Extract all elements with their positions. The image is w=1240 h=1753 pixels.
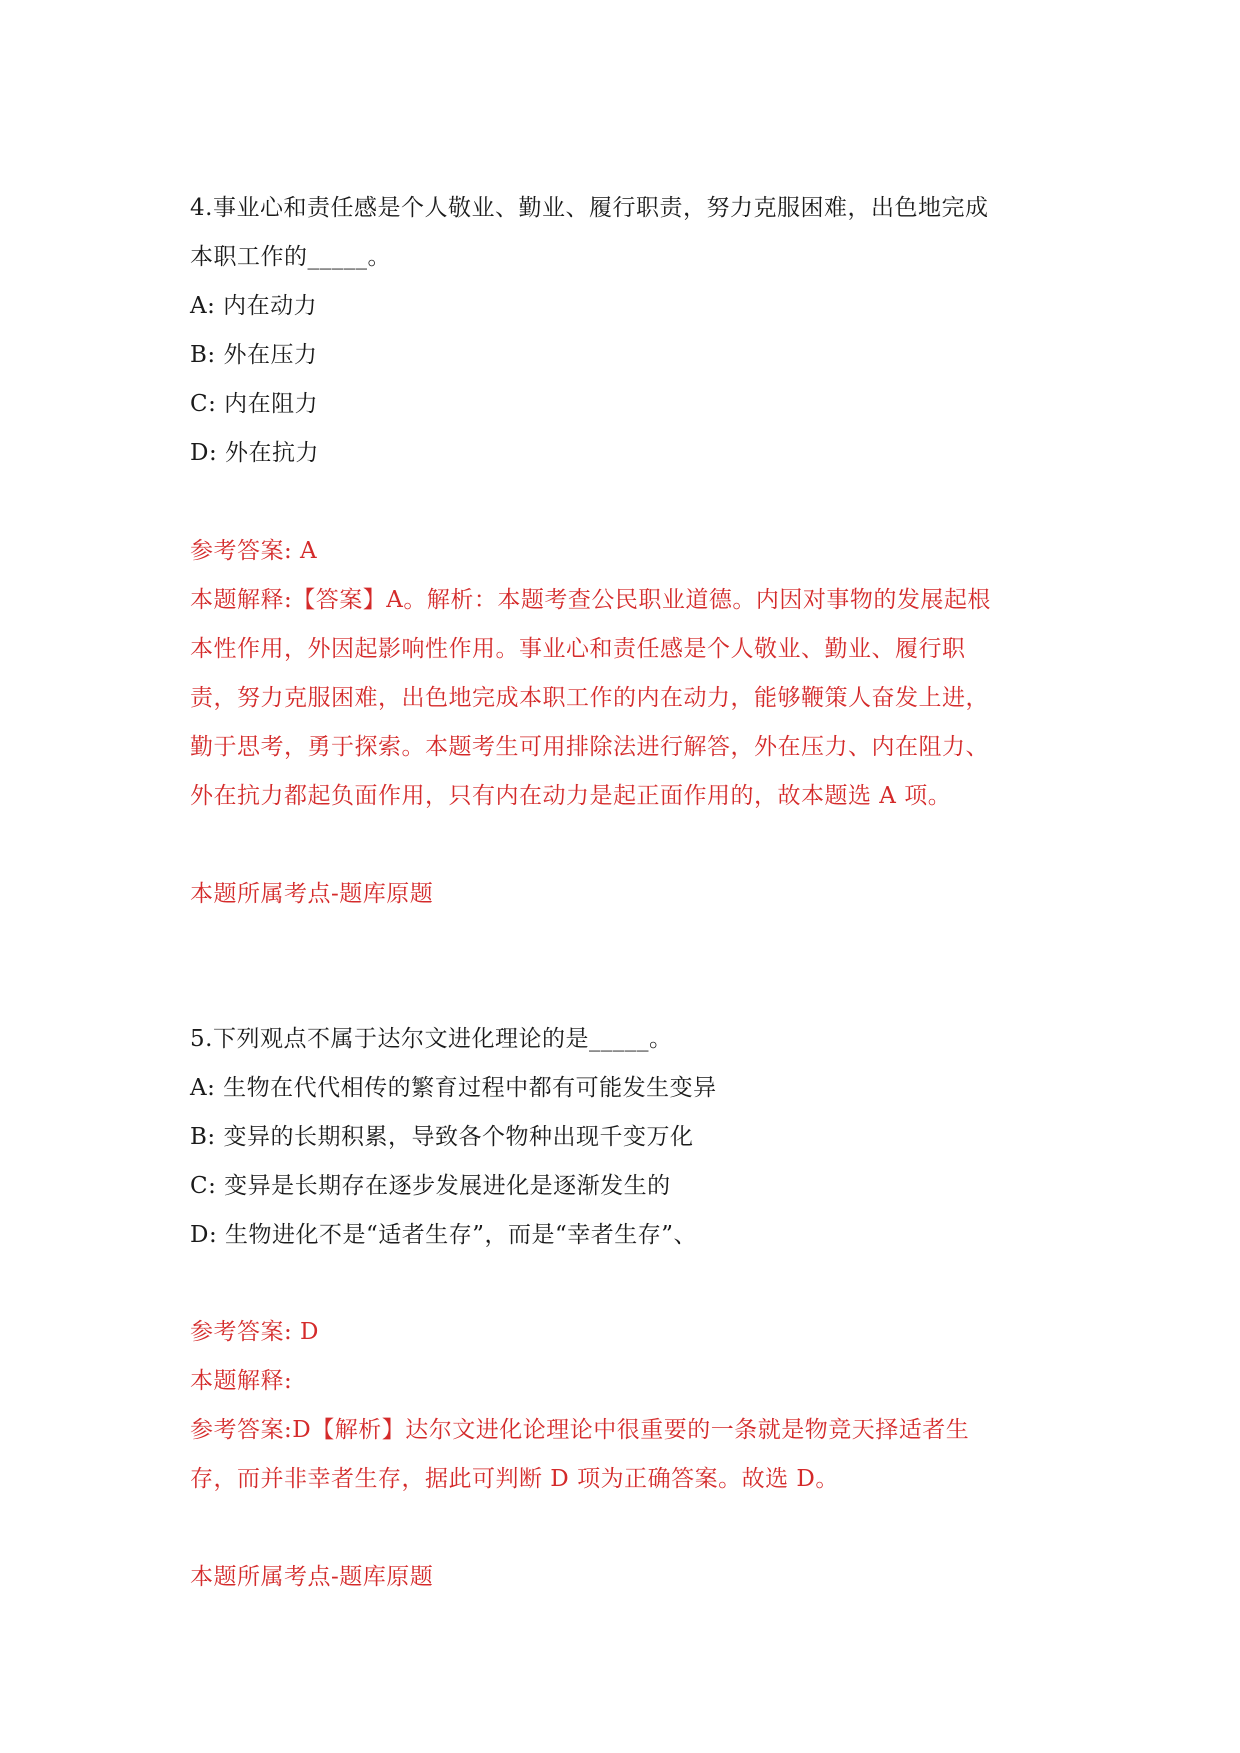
q5-answer: 参考答案: D [190,1319,320,1345]
q4-question-line1: 4.事业心和责任感是个人敬业、勤业、履行职责，努力克服困难，出色地完成 [190,195,989,221]
q4-option-c: C: 内在阻力 [190,391,319,417]
q5-explanation-line2: 存，而并非幸者生存，据此可判断 D 项为正确答案。故选 D。 [190,1466,839,1492]
q5-explanation-label: 本题解释: [190,1368,293,1394]
q4-option-a: A: 内在动力 [190,293,318,319]
q4-option-d: D: 外在抗力 [190,440,320,466]
q5-option-b: B: 变异的长期积累，导致各个物种出现千变万化 [190,1124,694,1150]
q4-explanation-line2: 本性作用，外因起影响性作用。事业心和责任感是个人敬业、勤业、履行职 [190,636,966,662]
q4-answer: 参考答案: A [190,538,318,564]
q5-option-a: A: 生物在代代相传的繁育过程中都有可能发生变异 [190,1075,717,1101]
q5-explanation-line1: 参考答案:D【解析】达尔文进化论理论中很重要的一条就是物竞天择适者生 [190,1417,970,1443]
q5-option-d: D: 生物进化不是“适者生存”，而是“幸者生存”、 [190,1222,698,1248]
q4-option-b: B: 外在压力 [190,342,318,368]
q4-explanation-line3: 责，努力克服困难，出色地完成本职工作的内在动力，能够鞭策人奋发上进， [190,685,989,711]
q4-topic: 本题所属考点-题库原题 [190,881,434,907]
q5-option-c: C: 变异是长期存在逐步发展进化是逐渐发生的 [190,1173,671,1199]
q4-question-line2: 本职工作的_____。 [190,244,391,270]
q5-topic: 本题所属考点-题库原题 [190,1564,434,1590]
q4-explanation-line5: 外在抗力都起负面作用，只有内在动力是起正面作用的，故本题选 A 项。 [190,783,952,809]
q4-explanation-line1: 本题解释:【答案】A。解析：本题考查公民职业道德。内因对事物的发展起根 [190,587,991,613]
q5-question-line1: 5.下列观点不属于达尔文进化理论的是_____。 [190,1026,673,1052]
q4-explanation-line4: 勤于思考，勇于探索。本题考生可用排除法进行解答，外在压力、内在阻力、 [190,734,989,760]
